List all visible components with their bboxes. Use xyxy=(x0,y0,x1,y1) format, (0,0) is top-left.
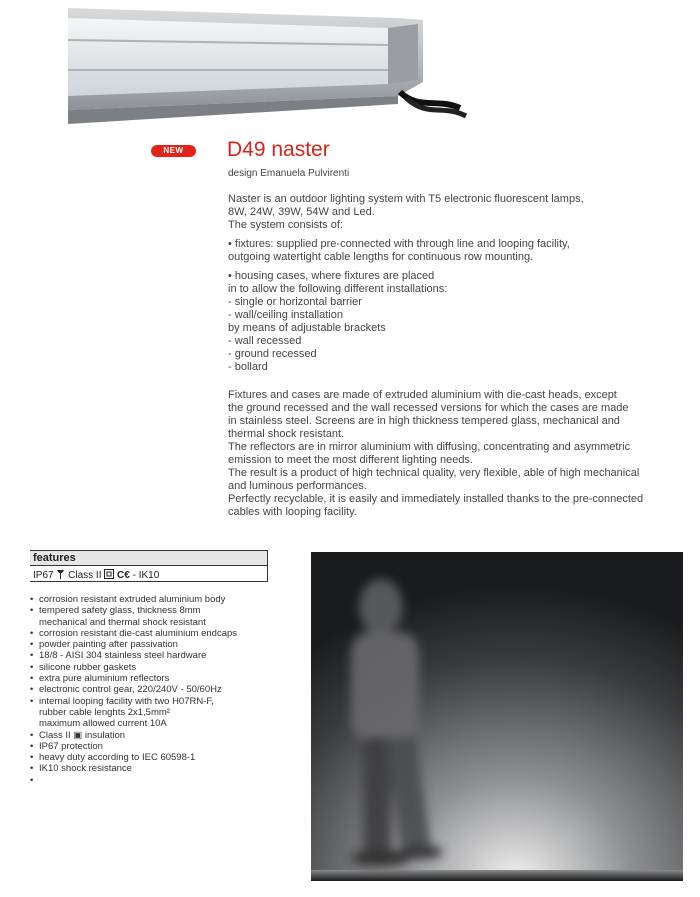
fixtures-text xyxy=(228,238,658,264)
list-item: • heavy duty according to IEC 60598-1 xyxy=(30,752,290,763)
list-item: • IK10 shock resistance xyxy=(30,763,290,774)
designer-credit: design Emanuela Pulvirenti xyxy=(228,168,350,179)
class-two-icon xyxy=(104,569,114,582)
intro-paragraph: Naster is an outdoor lighting system with T5 electronic fluorescent lamps, 8W, 24W, 39W, 54W and Led. The system consists of: xyxy=(228,193,584,231)
outdoor-lamp-icon xyxy=(56,569,65,582)
list-item: • 18/8 - AISI 304 stainless steel hardware xyxy=(30,650,290,661)
list-item: • tempered safety glass, thickness 8mm mechanical and thermal shock resistant xyxy=(30,605,290,628)
list-item: • extra pure aluminium reflectors xyxy=(30,673,290,684)
features-rating xyxy=(33,569,159,582)
fixtures-paragraph: • fixtures: supplied pre-connected with through line and looping facility, outgoing watertight cable lengths for continuous row mounting. xyxy=(228,238,570,263)
features-list xyxy=(30,594,290,786)
list-item: • IP67 protection xyxy=(30,741,290,752)
class-rating: Class II xyxy=(68,570,102,582)
atmosphere-photo xyxy=(311,552,683,881)
intro-text xyxy=(228,193,658,232)
list-item: • Class II ▣ insulation xyxy=(30,730,290,741)
list-item: • internal looping facility with two H07RN-F, rubber cable lenghts 2x1,5mm² maximum allowed current 10A xyxy=(30,696,290,730)
list-item: • corrosion resistant extruded aluminium body xyxy=(30,594,290,605)
description-paragraph: Fixtures and cases are made of extruded aluminium with die-cast heads, except the ground recessed and the wall recessed versions for which the cases are made in stainless steel. Screens are in high thickness tempered glass, mechanical and thermal shock resistant. The reflectors are in mirror aluminium with diffusing, concentrating and asymmetric emission to meet the most different lighting needs. The result is a product of high technical quality, very flexible, able of high mechanical and luminous performances. Perfectly recyclable, it is easily and immediately installed thanks to the pre-connected cables with looping facility. xyxy=(228,389,644,518)
list-item xyxy=(30,775,290,786)
housing-text xyxy=(228,270,658,374)
list-item: • powder painting after passivation xyxy=(30,639,290,650)
housing-paragraph: • housing cases, where fixtures are placed in to allow the following different installations: - single or horizontal barrier - wall/ceiling installation by means of adjustable brackets - wall recessed - ground recessed - bollard xyxy=(228,270,448,373)
ik-rating: - IK10 xyxy=(132,570,160,582)
features-title: features xyxy=(33,552,76,564)
product-title: D49 naster xyxy=(227,138,330,161)
new-badge: NEW xyxy=(151,145,196,157)
list-item: • silicone rubber gaskets xyxy=(30,662,290,673)
product-photo xyxy=(68,0,468,124)
list-item: • corrosion resistant die-cast aluminium endcaps xyxy=(30,628,290,639)
description-text xyxy=(228,389,658,519)
ce-mark: C€ xyxy=(117,570,130,582)
ip-rating: IP67 xyxy=(33,570,54,582)
list-item: • electronic control gear, 220/240V - 50/60Hz xyxy=(30,684,290,695)
